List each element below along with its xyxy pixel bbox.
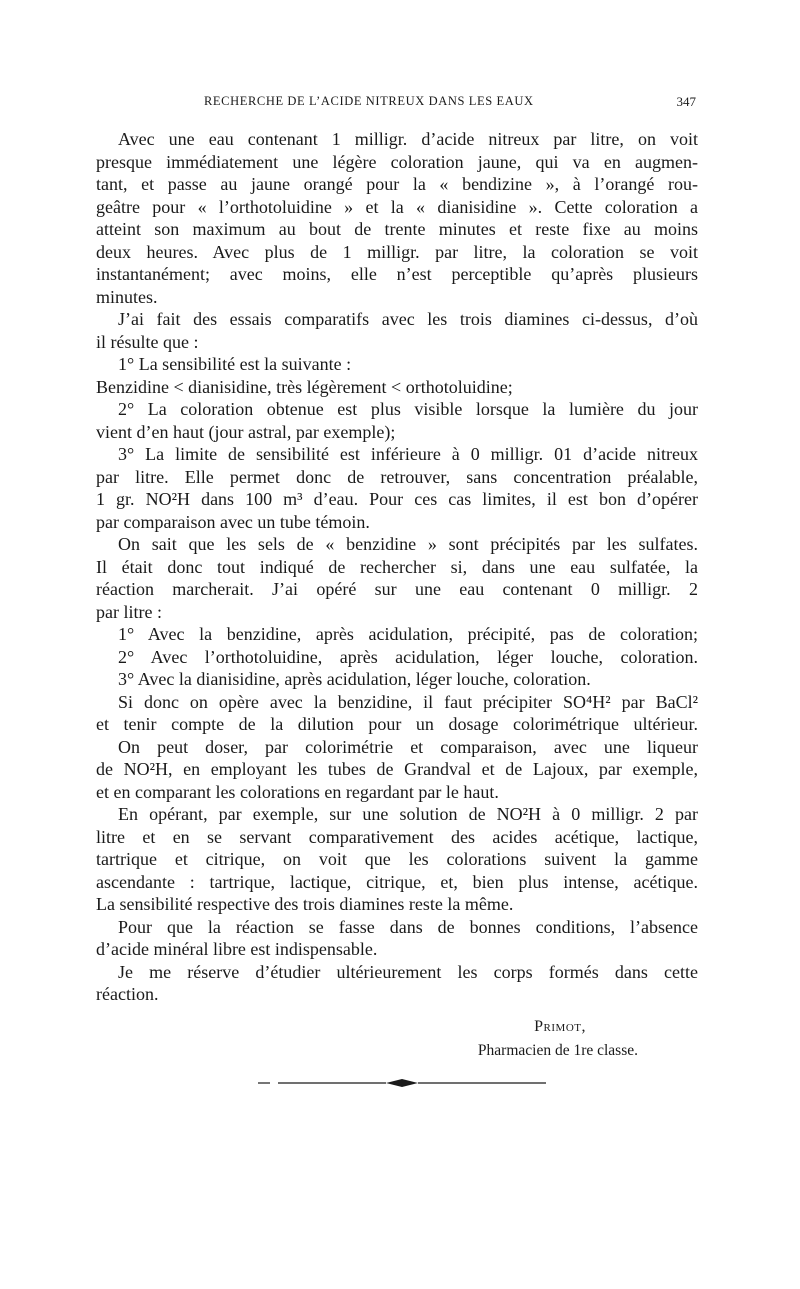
text-line: réaction. xyxy=(96,984,159,1004)
text-line: vient d’en haut (jour astral, par exemple); xyxy=(96,421,396,442)
page-number: 347 xyxy=(676,94,696,109)
text-line: réaction marcherait. J’ai opéré sur une eau contenant 0 milligr. 2 xyxy=(96,579,698,599)
ornamental-rule-icon xyxy=(258,1076,546,1090)
running-title: RECHERCHE DE L’ACIDE NITREUX DANS LES EAUX xyxy=(204,94,534,108)
text-line: 2° La coloration obtenue est plus visible lorsque la lumière du jour xyxy=(118,399,698,419)
text-line: Il était donc tout indiqué de rechercher si, dans une eau sulfatée, la xyxy=(96,556,698,577)
text-line: Benzidine < dianisidine, très légèrement < orthotoluidine; xyxy=(96,376,513,397)
text-line: tant, et passe au jaune orangé pour la « bendizine », à l’orangé rou- xyxy=(96,174,698,194)
text-line: On peut doser, par colorimétrie et comparaison, avec une liqueur xyxy=(118,736,698,757)
text-line: Avec une eau contenant 1 milligr. d’acide nitreux par litre, on voit xyxy=(118,129,698,149)
text-line: En opérant, par exemple, sur une solution de NO²H à 0 milligr. 2 par xyxy=(118,804,698,824)
text-line: J’ai fait des essais comparatifs avec les trois diamines ci-dessus, d’où xyxy=(118,309,698,329)
running-head xyxy=(116,94,698,116)
text-line: On sait que les sels de « benzidine » sont précipités par les sulfates. xyxy=(118,534,698,554)
text-line: 3° La limite de sensibilité est inférieure à 0 milligr. 01 d’acide nitreux xyxy=(118,444,698,464)
text-line: il résulte que : xyxy=(96,331,199,352)
author-title: Pharmacien de 1re classe. xyxy=(477,1042,638,1059)
text-line: et en comparant les colorations en regardant par le haut. xyxy=(96,781,499,802)
author-name: Primot, xyxy=(534,1018,586,1035)
text-line: instantanément; avec moins, elle n’est perceptible qu’après plusieurs xyxy=(96,264,698,284)
text-line: presque immédiatement une légère coloration jaune, qui va en augmen- xyxy=(96,151,698,172)
text-line: 1° Avec la benzidine, après acidulation, précipité, pas de coloration; xyxy=(118,624,698,644)
text-line: 3° Avec la dianisidine, après acidulation, léger louche, coloration. xyxy=(118,669,591,689)
text-line: atteint son maximum au bout de trente minutes et reste fixe au moins xyxy=(96,219,698,239)
text-line: de NO²H, en employant les tubes de Grandval et de Lajoux, par exemple, xyxy=(96,759,698,779)
text-line: d’acide minéral libre est indispensable. xyxy=(96,939,378,959)
text-line: par comparaison avec un tube témoin. xyxy=(96,511,370,532)
text-line: Pour que la réaction se fasse dans de bonnes conditions, l’absence xyxy=(118,916,698,937)
text-line: par litre : xyxy=(96,601,162,622)
text-line: 1° La sensibilité est la suivante : xyxy=(118,354,352,374)
text-line: minutes. xyxy=(96,286,158,307)
text-line: litre et en se servant comparativement des acides acétique, lactique, xyxy=(96,826,698,847)
text-line: La sensibilité respective des trois diamines reste la même. xyxy=(96,894,514,914)
text-line: Si donc on opère avec la benzidine, il faut précipiter SO⁴H² par BaCl² xyxy=(118,691,698,712)
text-line: ascendante : tartrique, lactique, citrique, et, bien plus intense, acétique. xyxy=(96,871,698,892)
body-text xyxy=(96,128,698,1006)
text-line: 1 gr. NO²H dans 100 m³ d’eau. Pour ces cas limites, il est bon d’opérer xyxy=(96,489,698,509)
text-line: Je me réserve d’étudier ultérieurement les corps formés dans cette xyxy=(118,961,698,982)
text-line: 2° Avec l’orthotoluidine, après acidulation, léger louche, coloration. xyxy=(118,646,698,667)
text-line: par litre. Elle permet donc de retrouver, sans concentration préalable, xyxy=(96,466,698,487)
text-line: et tenir compte de la dilution pour un dosage colorimétrique ultérieur. xyxy=(96,714,698,734)
text-line: deux heures. Avec plus de 1 milligr. par litre, la coloration se voit xyxy=(96,241,698,262)
text-line: geâtre pour « l’orthotoluidine » et la « dianisidine ». Cette coloration a xyxy=(96,196,698,217)
text-line: tartrique et citrique, on voit que les colorations suivent la gamme xyxy=(96,849,698,869)
